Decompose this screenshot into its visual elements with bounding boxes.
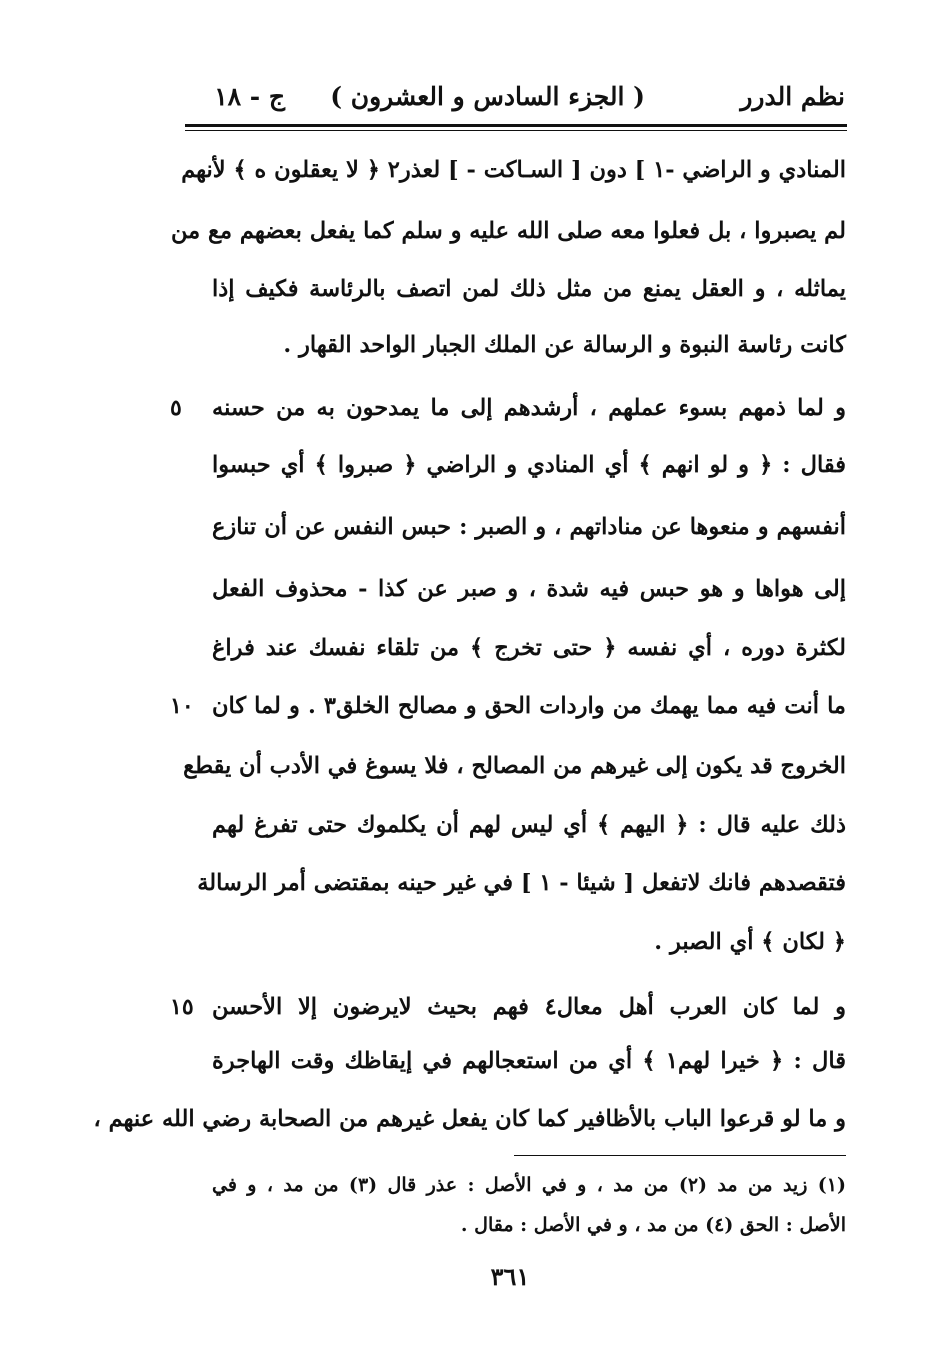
text-line: لكثرة دوره ، أي نفسه ﴿ حتى تخرج ﴾ من تلقاء نفسك عند فراغ	[212, 635, 846, 661]
header-rule	[185, 124, 847, 127]
text-line: لم يصبروا ، بل فعلوا معه صلى الله عليه و سلم كما يفعل بعضهم مع من	[171, 218, 846, 244]
text-line: أنفسهم و منعوها عن مناداتهم ، و الصبر : حبس النفس عن أن تنازع	[212, 514, 846, 540]
book-title: نظم الدرر	[740, 82, 845, 111]
line-number: ١٠	[170, 693, 194, 719]
volume-number: ج - ١٨	[214, 82, 285, 111]
text-line: فقال : ﴿ و لو انهم ﴾ أي المنادي و الراضي ﴿ صبروا ﴾ أي حبسوا	[212, 452, 846, 478]
text-line: الخروج قد يكون إلى غيرهم من المصالح ، فلا يسوغ في الأدب أن يقطع	[183, 753, 846, 779]
footnote-rule	[514, 1155, 846, 1156]
text-line: و لما كان العرب أهل معال٤ فهم بحيث لايرضون إلا الأحسن	[212, 994, 846, 1020]
text-line: ﴿ لكان ﴾ أي الصبر .	[654, 929, 846, 955]
header-rule-thin	[185, 130, 847, 131]
text-line: و لما ذمهم بسوء عملهم ، أرشدهم إلى ما يمدحون به من حسنه	[212, 395, 846, 421]
footnote-line: الأصل : الحق (٤) من مد ، و في الأصل : مقال .	[460, 1214, 846, 1236]
footnote-line: (١) زيد من مد (٢) من مد ، و في الأصل : عذر قال (٣) من مد ، و في	[212, 1174, 846, 1196]
text-line: إلى هواها و هو حبس فيه شدة ، و صبر عن كذا - محذوف الفعل	[212, 576, 846, 602]
text-line: قال : ﴿ خيرا لهم١ ﴾ أي من استعجالهم في إيقاظك وقت الهاجرة	[212, 1048, 846, 1074]
text-line: يماثله ، و العقل يمنع من مثل ذلك لمن اتصف بالرئاسة فكيف إذا	[212, 276, 846, 302]
text-line: فتقصدهم فانك لاتفعل [ شيئا - ١ ] في غير حينه بمقتضى أمر الرسالة	[197, 870, 846, 896]
page-number: ٣٦١	[490, 1262, 530, 1291]
text-line: المنادي و الراضي -١ ] دون [ السـاكت - ] لعذر٢ ﴿ لا يعقلون ه ﴾ لأنهم	[181, 157, 846, 183]
running-header	[185, 82, 845, 122]
text-line: كانت رئاسة النبوة و الرسالة عن الملك الجبار الواحد القهار .	[283, 332, 846, 358]
part-title: ( الجزء السادس و العشرون )	[330, 82, 645, 111]
line-number: ٥	[170, 395, 182, 421]
text-line: ما أنت فيه مما يهمك من واردات الحق و مصالح الخلق٣ . و لما كان	[212, 693, 846, 719]
line-number: ١٥	[170, 994, 194, 1020]
text-line: و ما لو قرعوا الباب بالأظافير كما كان يفعل غيرهم من الصحابة رضي الله عنهم ،	[93, 1106, 846, 1132]
text-line: ذلك عليه قال : ﴿ اليهم ﴾ أي ليس لهم أن يكلموك حتى تفرغ لهم	[212, 812, 846, 838]
